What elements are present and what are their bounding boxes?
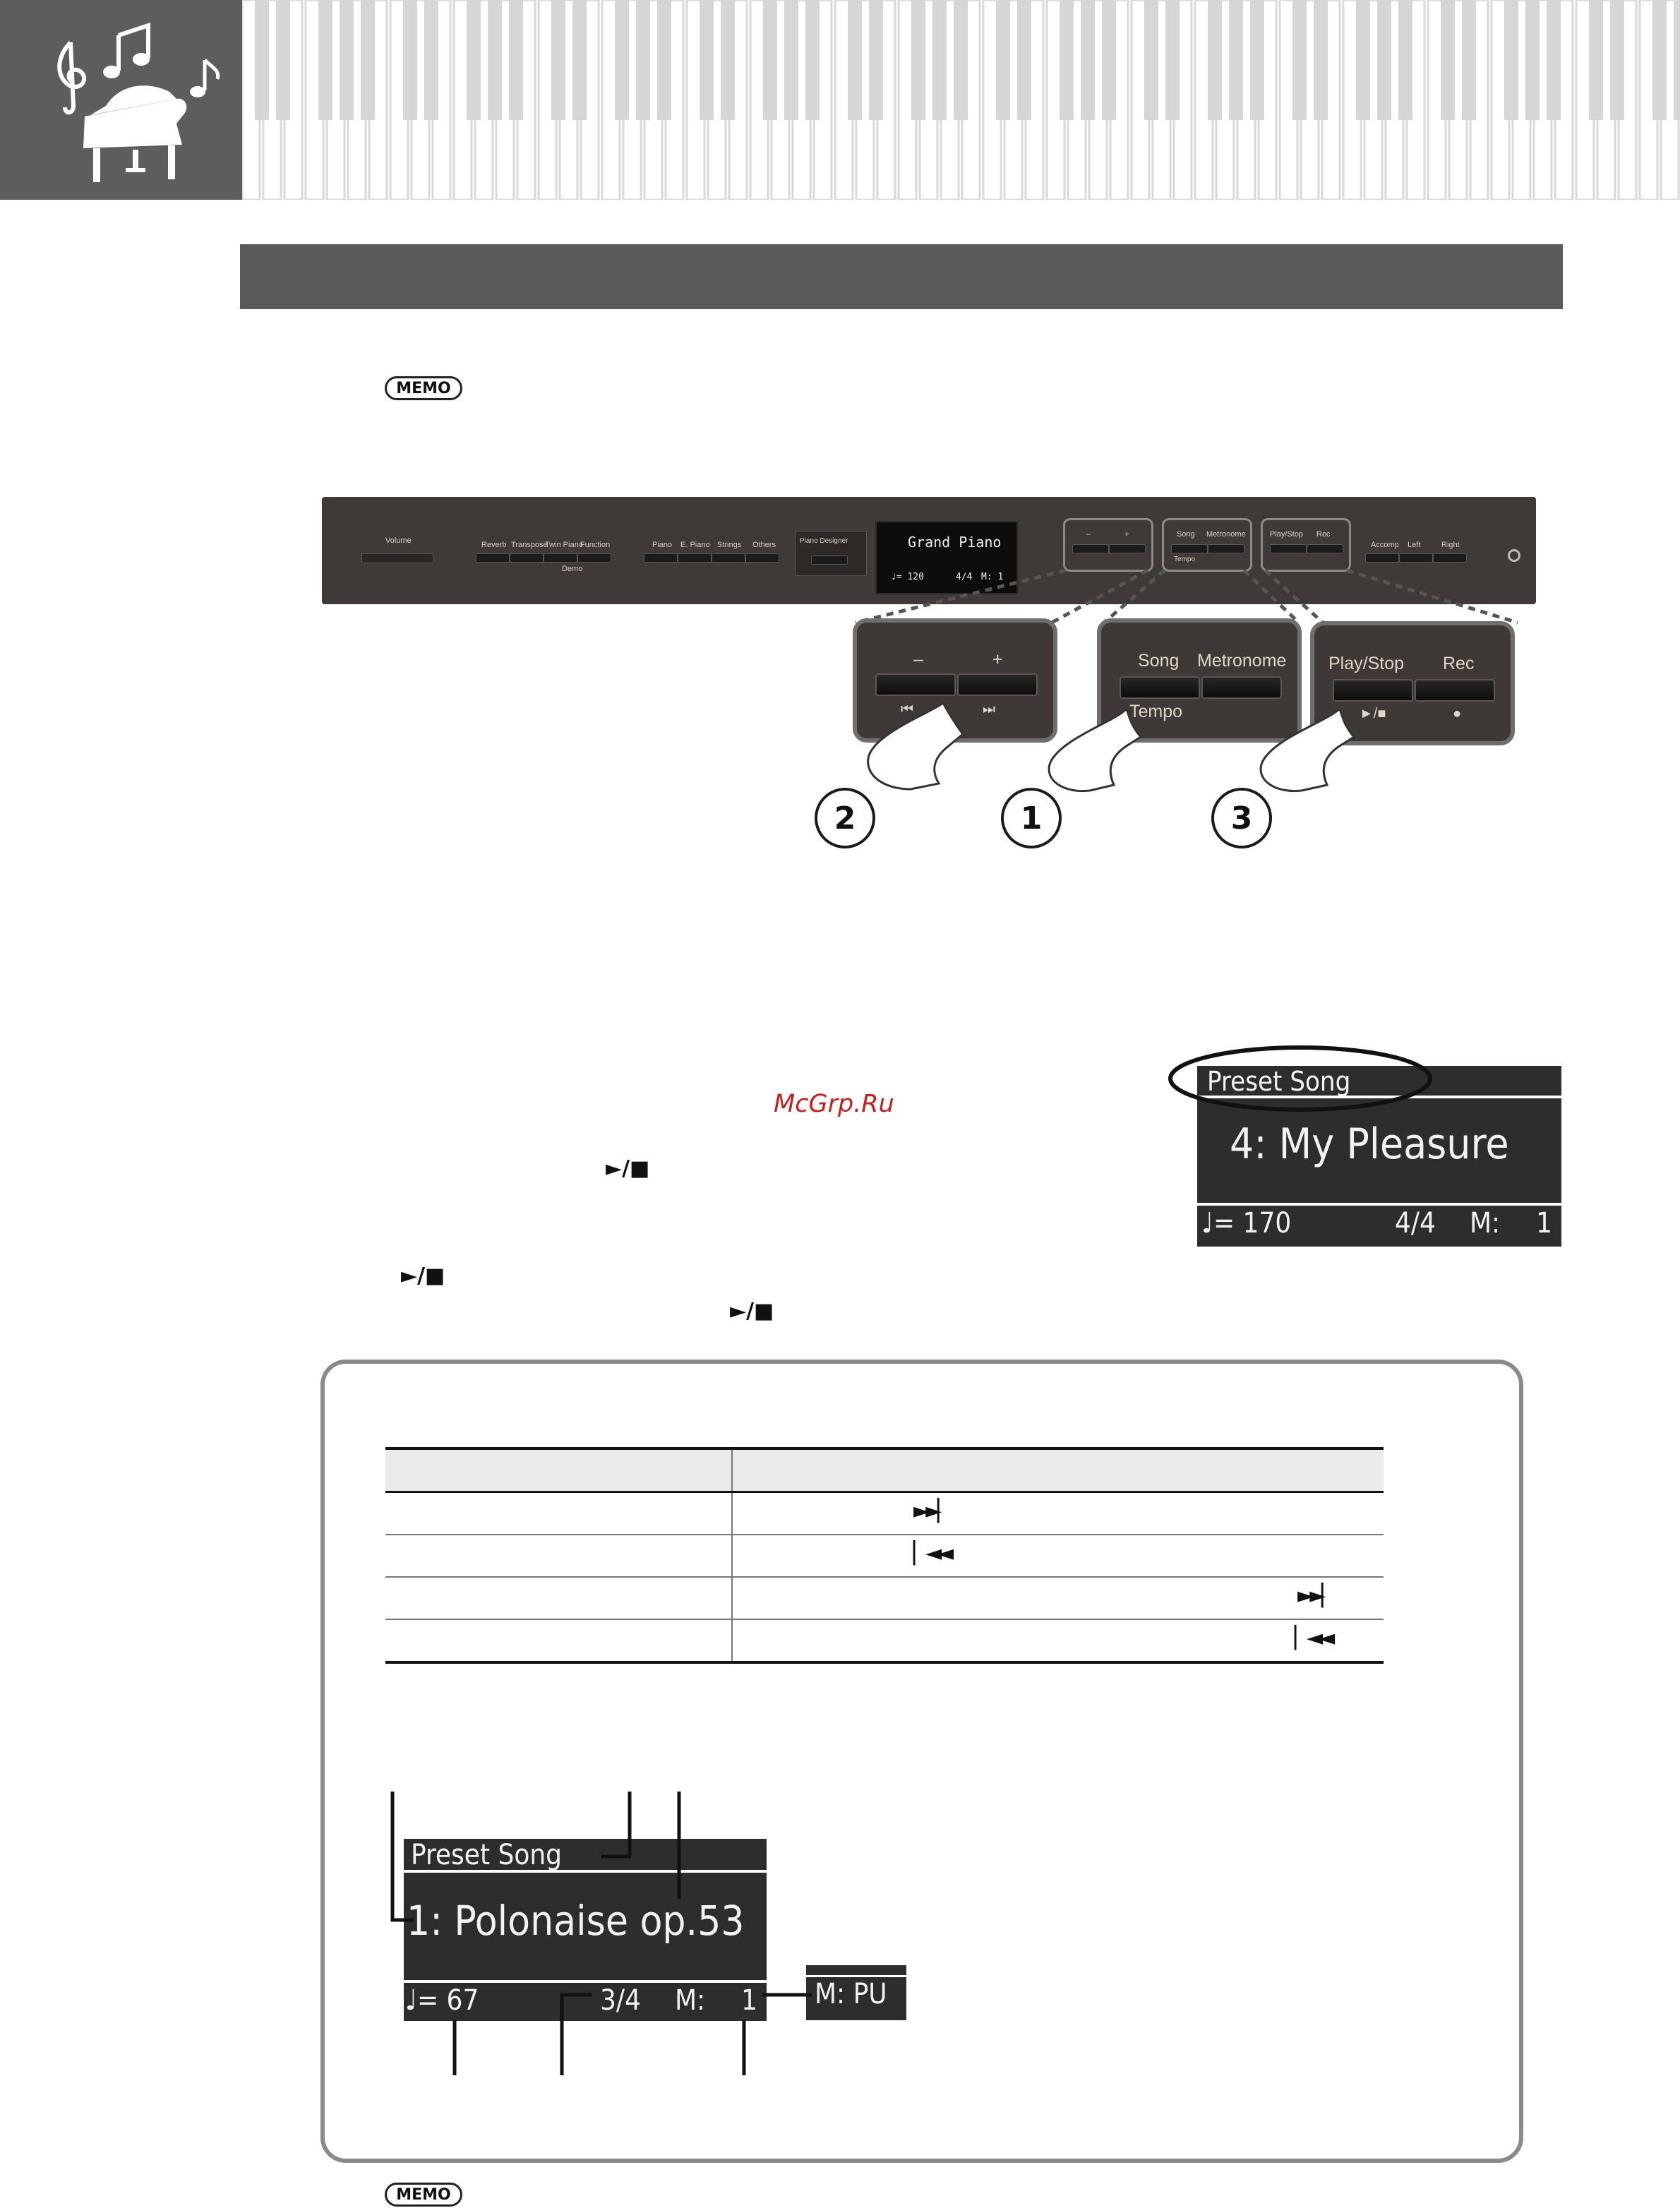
- lcd-measure-label: M:: [1470, 1207, 1501, 1240]
- zoom-playstop-label: Play/Stop: [1328, 654, 1405, 673]
- demo-label: Demo: [562, 565, 583, 573]
- display-line1: Grand Piano: [908, 534, 1002, 551]
- zoom-metronome-label: Metronome: [1197, 651, 1287, 671]
- reverb-label: Reverb: [481, 541, 507, 549]
- others-label: Others: [752, 541, 776, 549]
- display-measure: M: 1: [981, 572, 1004, 582]
- e-piano-label: E. Piano: [680, 541, 710, 549]
- pickup-measure-text: M: PU: [815, 1978, 887, 2010]
- metronome-label: Metronome: [1206, 530, 1246, 539]
- play-stop-symbol: ►/■: [730, 1299, 774, 1324]
- lcd-measure-value: 1: [1536, 1207, 1552, 1240]
- lcd-song-name: 4: My Pleasure: [1230, 1120, 1509, 1169]
- piano-designer-label: Piano Designer: [800, 537, 848, 545]
- display-meter: 4/4: [956, 572, 973, 582]
- lcd-tempo: ♩= 170: [1201, 1207, 1292, 1240]
- playstop-label: Play/Stop: [1270, 530, 1304, 539]
- piano-label: Piano: [652, 541, 673, 549]
- tempo-label: Tempo: [1174, 556, 1196, 563]
- watermark-text: McGrp.Ru: [774, 1090, 894, 1118]
- rec-label: Rec: [1316, 530, 1331, 539]
- lcd-measure-label: M:: [675, 1984, 706, 2017]
- rewind-icon: ▏◄◄: [1295, 1626, 1331, 1650]
- lcd-tempo: ♩= 67: [405, 1984, 479, 2017]
- zoom-tempo-label: Tempo: [1129, 702, 1183, 721]
- play-stop-symbol: ►/■: [401, 1264, 445, 1288]
- fast-forward-icon: ►►▏: [1297, 1583, 1334, 1608]
- function-label: Function: [580, 541, 611, 549]
- rewind-icon: ⏮: [901, 702, 913, 717]
- fast-forward-icon: ⏭: [983, 702, 995, 717]
- accomp-label: Accomp: [1371, 541, 1399, 549]
- strings-label: Strings: [717, 541, 742, 549]
- transpose-label: Transpose: [511, 541, 548, 549]
- memo-badge: MEMO: [385, 2183, 462, 2207]
- rewind-icon: ▏◄◄: [913, 1541, 950, 1566]
- display-tempo: ♩= 120: [891, 572, 924, 582]
- step-1-number: 1: [1001, 788, 1062, 848]
- right-label: Right: [1441, 541, 1460, 549]
- song-label: Song: [1177, 530, 1195, 539]
- lcd-meter: 4/4: [1395, 1207, 1436, 1240]
- lcd-measure-value: 1: [741, 1984, 757, 2017]
- zoom-rec-label: Rec: [1443, 654, 1475, 673]
- minus-label: –: [1086, 530, 1091, 539]
- plus-label: +: [1124, 530, 1129, 539]
- step-3-number: 3: [1211, 788, 1272, 848]
- play-stop-icon: ►/■: [1360, 706, 1386, 721]
- play-stop-symbol: ►/■: [606, 1156, 650, 1181]
- lcd-header: Preset Song: [1207, 1066, 1351, 1097]
- zoom-minus-label: –: [913, 649, 923, 669]
- memo-badge: MEMO: [385, 376, 462, 400]
- zoom-plus-label: +: [992, 649, 1003, 669]
- lcd-header: Preset Song: [411, 1839, 563, 1871]
- volume-label: Volume: [385, 536, 412, 545]
- twin-piano-label: Twin Piano: [545, 541, 583, 549]
- left-label: Left: [1408, 541, 1421, 549]
- step-2-number: 2: [815, 788, 875, 848]
- record-icon: ●: [1453, 706, 1462, 721]
- fast-forward-icon: ►►▏: [913, 1499, 950, 1523]
- zoom-song-label: Song: [1138, 651, 1180, 671]
- lcd-meter: 3/4: [600, 1984, 641, 2017]
- lcd-song-name: 1: Polonaise op.53: [407, 1897, 745, 1945]
